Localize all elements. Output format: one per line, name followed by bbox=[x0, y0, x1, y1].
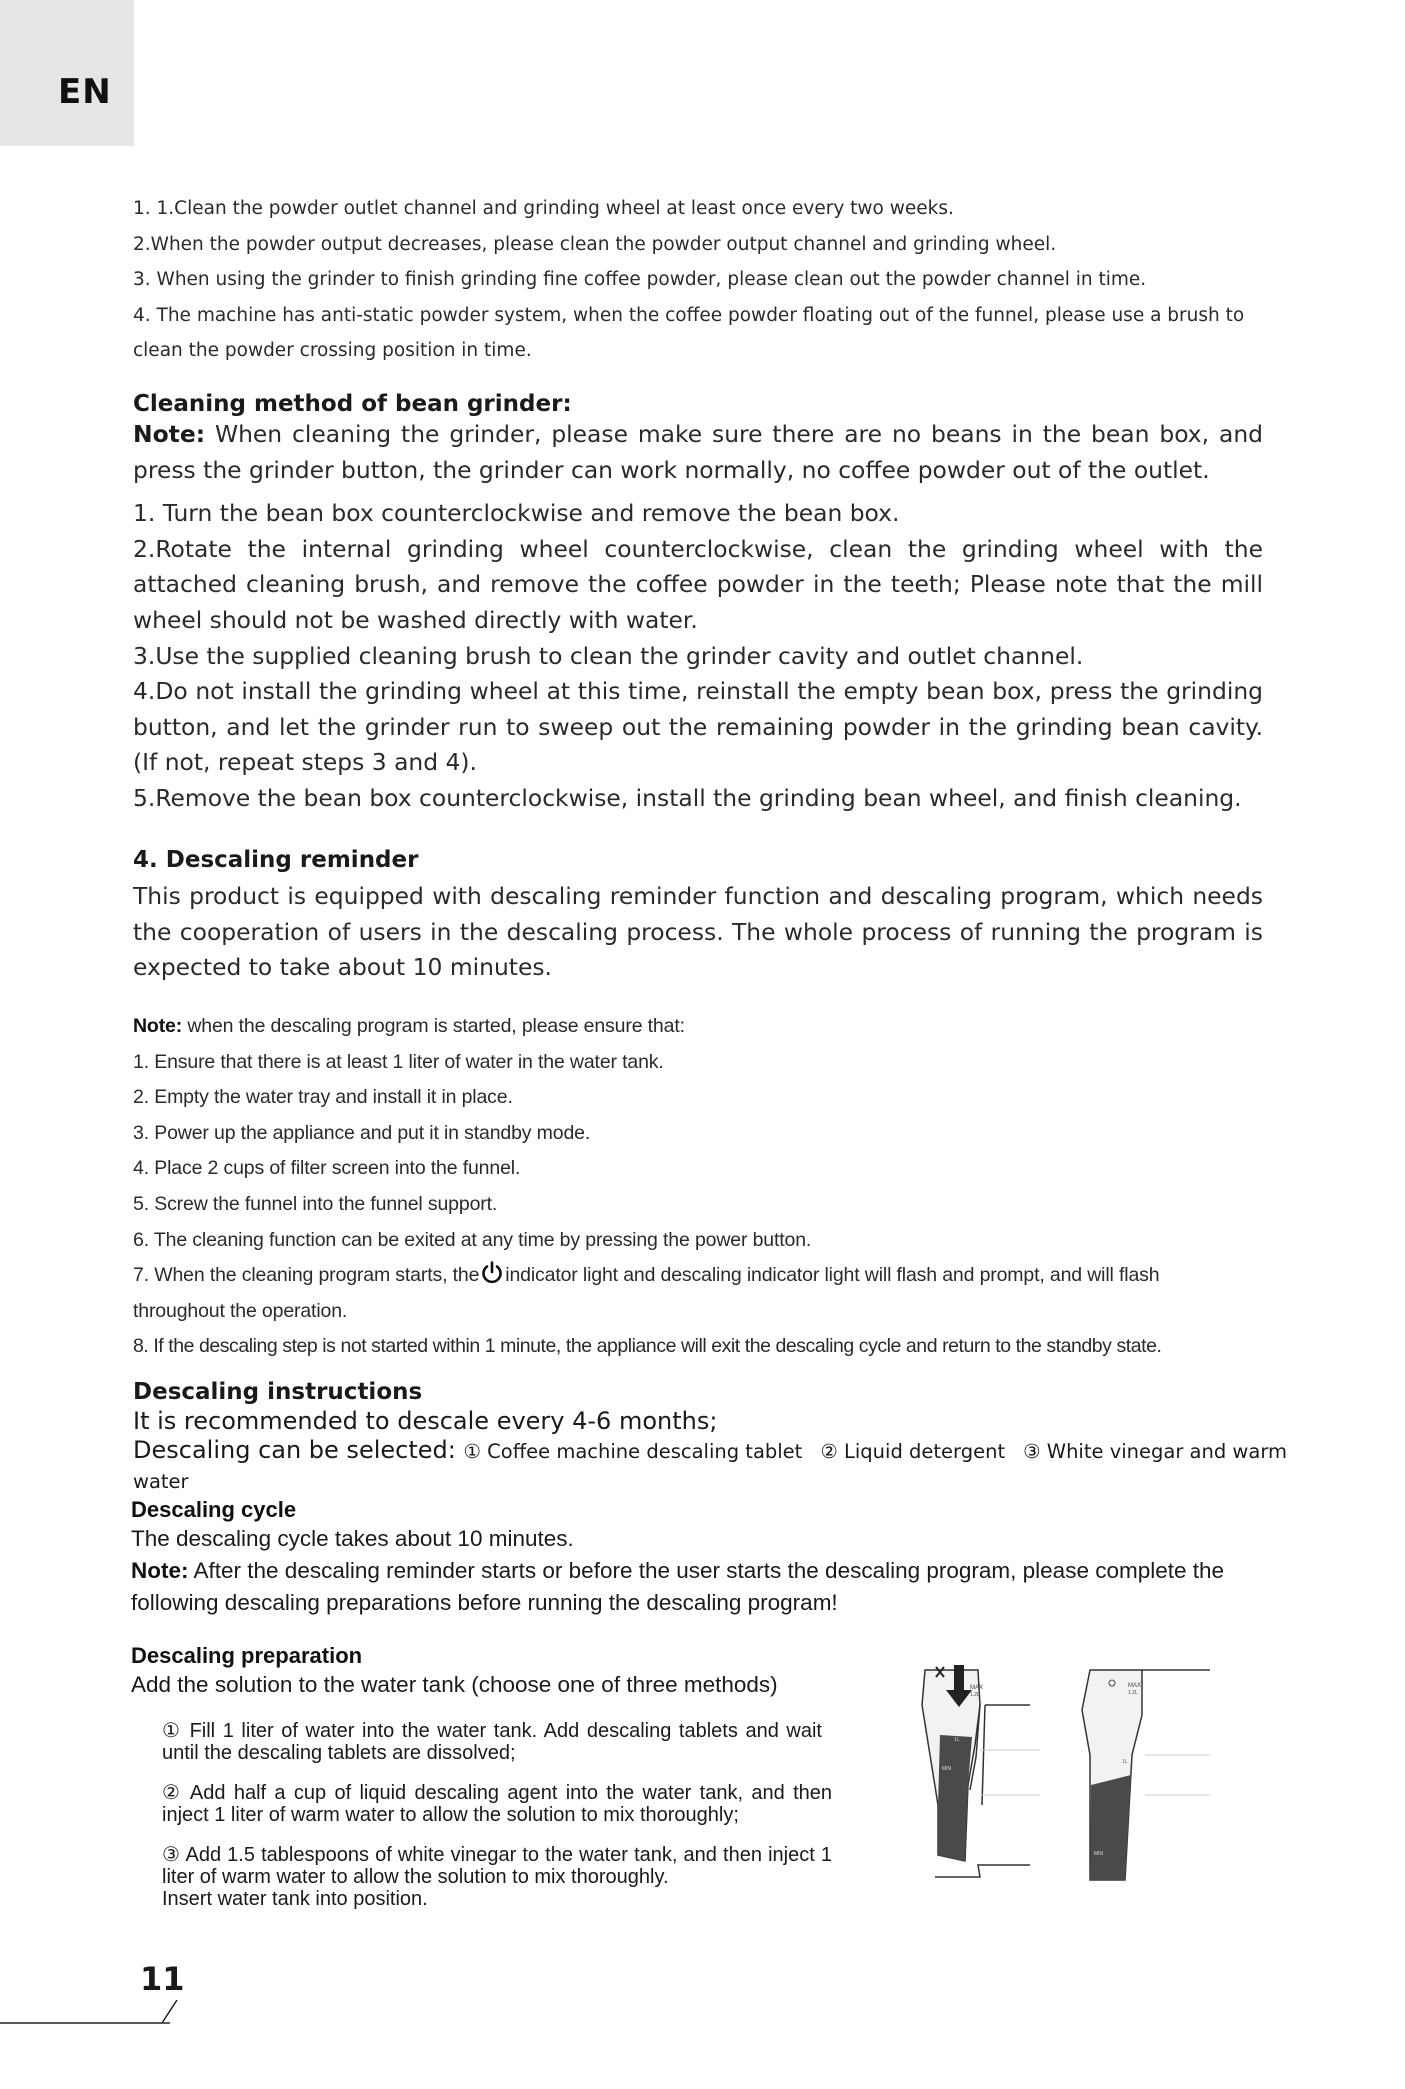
footer-rule bbox=[0, 2000, 180, 2048]
note-text: when the descaling program is started, please ensure that: bbox=[182, 1015, 685, 1037]
tank2-max-label: MAX bbox=[1128, 1683, 1142, 1689]
water-tank-illustration bbox=[910, 1665, 1210, 1915]
intro-item: 2.When the powder output decreases, please clean the powder output channel and grinding wheel. bbox=[133, 233, 1057, 255]
tank-with-arrow bbox=[922, 1665, 1040, 1877]
descaling-item: 3. Power up the appliance and put it in standby mode. bbox=[133, 1121, 591, 1144]
descaling-cycle-heading: Descaling cycle bbox=[131, 1497, 297, 1522]
note-label: Note: bbox=[133, 420, 206, 448]
tank1-level-label: 1.2L bbox=[970, 1692, 980, 1698]
descaling-cycle-section bbox=[131, 1497, 1231, 1619]
note-text: After the descaling reminder starts or before the user starts the descaling program, please complete the following descaling preparations before running the descaling program! bbox=[131, 1558, 1225, 1615]
tank1-max-label: MAX bbox=[970, 1685, 984, 1691]
option-tablet: ① Coffee machine descaling tablet bbox=[463, 1440, 803, 1463]
descaling-cycle-duration: The descaling cycle takes about 10 minutes. bbox=[131, 1526, 574, 1551]
power-icon bbox=[481, 1261, 503, 1285]
method-3-text: ③ Add 1.5 tablespoons of white vinegar to the water tank, and then inject 1 liter of warm water to allow the solution to mix thoroughly. bbox=[162, 1844, 832, 1888]
option-vinegar: ③ White vinegar and warm water bbox=[133, 1440, 1287, 1493]
grinder-step: 2.Rotate the internal grinding wheel counterclockwise, clean the grinding wheel with the attached cleaning brush, and remove the coffee powder in the teeth; Please note that the mill wheel should not be washed directly with water. bbox=[133, 534, 1263, 634]
item7-post: indicator light and descaling indicator light will flash and prompt, and will flash bbox=[505, 1264, 1160, 1287]
grinder-step: 5.Remove the bean box counterclockwise, install the grinding bean wheel, and finish cleaning. bbox=[133, 783, 1242, 812]
descaling-preparation-heading: Descaling preparation bbox=[131, 1643, 363, 1668]
descaling-item bbox=[133, 1258, 1263, 1294]
note-label: Note: bbox=[131, 1558, 189, 1583]
preparation-method-1: ① Fill 1 liter of water into the water tank. Add descaling tablets and wait until the descaling tablets are dissolved; bbox=[162, 1720, 822, 1764]
intro-item: 1. 1.Clean the powder outlet channel and grinding wheel at least once every two weeks. bbox=[133, 198, 954, 219]
bean-grinder-section bbox=[133, 391, 1263, 817]
language-tab bbox=[0, 0, 134, 146]
descaling-item: 1. Ensure that there is at least 1 liter of water in the water tank. bbox=[133, 1050, 664, 1073]
descaling-instructions-section bbox=[133, 1377, 1333, 1496]
option-liquid: ② Liquid detergent bbox=[820, 1440, 1006, 1463]
note-label: Note: bbox=[133, 1015, 183, 1037]
descaling-reminder-section bbox=[133, 847, 1263, 986]
descaling-reminder-heading: 4. Descaling reminder bbox=[133, 847, 419, 873]
language-label: EN bbox=[58, 72, 112, 112]
tank2-mid-label: 1L bbox=[1122, 1759, 1128, 1765]
descaling-item: 4. Place 2 cups of filter screen into the funnel. bbox=[133, 1157, 521, 1180]
descaling-options bbox=[133, 1436, 1333, 1496]
item7-pre: 7. When the cleaning program starts, the bbox=[133, 1264, 480, 1287]
descaling-preparation-section bbox=[131, 1643, 891, 1701]
descaling-note bbox=[133, 1009, 1263, 1045]
descaling-note-list bbox=[133, 1009, 1263, 1365]
page-number: 11 bbox=[140, 1960, 185, 1998]
descaling-item: 2. Empty the water tray and install it in place. bbox=[133, 1086, 513, 1109]
intro-item: 3. When using the grinder to finish grinding fine coffee powder, please clean out the powder channel in time. bbox=[133, 269, 1147, 290]
descaling-item: 8. If the descaling step is not started within 1 minute, the appliance will exit the descaling cycle and return to the standby state. bbox=[133, 1335, 1162, 1358]
preparation-method-3 bbox=[162, 1844, 832, 1910]
descaling-preparation-intro: Add the solution to the water tank (choose one of three methods) bbox=[131, 1672, 778, 1697]
descaling-interval: It is recommended to descale every 4-6 months; bbox=[133, 1407, 718, 1435]
bean-grinder-heading: Cleaning method of bean grinder: bbox=[133, 391, 572, 417]
descaling-item: 6. The cleaning function can be exited at any time by pressing the power button. bbox=[133, 1228, 812, 1251]
intro-item: clean the powder crossing position in time. bbox=[133, 340, 532, 361]
descaling-item: throughout the operation. bbox=[133, 1299, 348, 1322]
tank2-min-label: MIN bbox=[1094, 1851, 1104, 1857]
grinder-step: 4.Do not install the grinding wheel at this time, reinstall the empty bean box, press the grinding button, and let the grinder run to sweep out the remaining powder in the grinding bean cavity. (If not, repeat steps 3 and 4). bbox=[133, 677, 1263, 777]
descaling-cycle-note bbox=[131, 1555, 1231, 1619]
intro-list bbox=[133, 191, 1263, 369]
options-label: Descaling can be selected: bbox=[133, 1436, 464, 1464]
descaling-instructions-heading: Descaling instructions bbox=[133, 1379, 423, 1405]
tank-filled bbox=[1082, 1670, 1210, 1880]
descaling-item: 5. Screw the funnel into the funnel support. bbox=[133, 1192, 498, 1215]
grinder-step: 3.Use the supplied cleaning brush to clean the grinder cavity and outlet channel. bbox=[133, 641, 1084, 670]
intro-item: 4. The machine has anti-static powder system, when the coffee powder floating out of the funnel, please use a brush to bbox=[133, 304, 1245, 326]
tank1-mid-label: 1L bbox=[954, 1737, 960, 1743]
method-3-cont: Insert water tank into position. bbox=[162, 1888, 428, 1910]
tank2-level-label: 1.2L bbox=[1128, 1690, 1138, 1696]
tank1-min-label: MIN bbox=[942, 1766, 952, 1772]
note-text: When cleaning the grinder, please make sure there are no beans in the bean box, and press the grinder button, the grinder can work normally, no coffee powder out of the outlet. bbox=[133, 420, 1263, 484]
bean-grinder-note bbox=[133, 417, 1263, 488]
descaling-reminder-body: This product is equipped with descaling reminder function and descaling program, which needs the cooperation of users in the descaling process. The whole process of running the program is expected to take about 10 minutes. bbox=[133, 882, 1263, 982]
preparation-method-2: ② Add half a cup of liquid descaling agent into the water tank, and then inject 1 liter of warm water to allow the solution to mix thoroughly; bbox=[162, 1782, 832, 1826]
grinder-step: 1. Turn the bean box counterclockwise and remove the bean box. bbox=[133, 499, 900, 528]
